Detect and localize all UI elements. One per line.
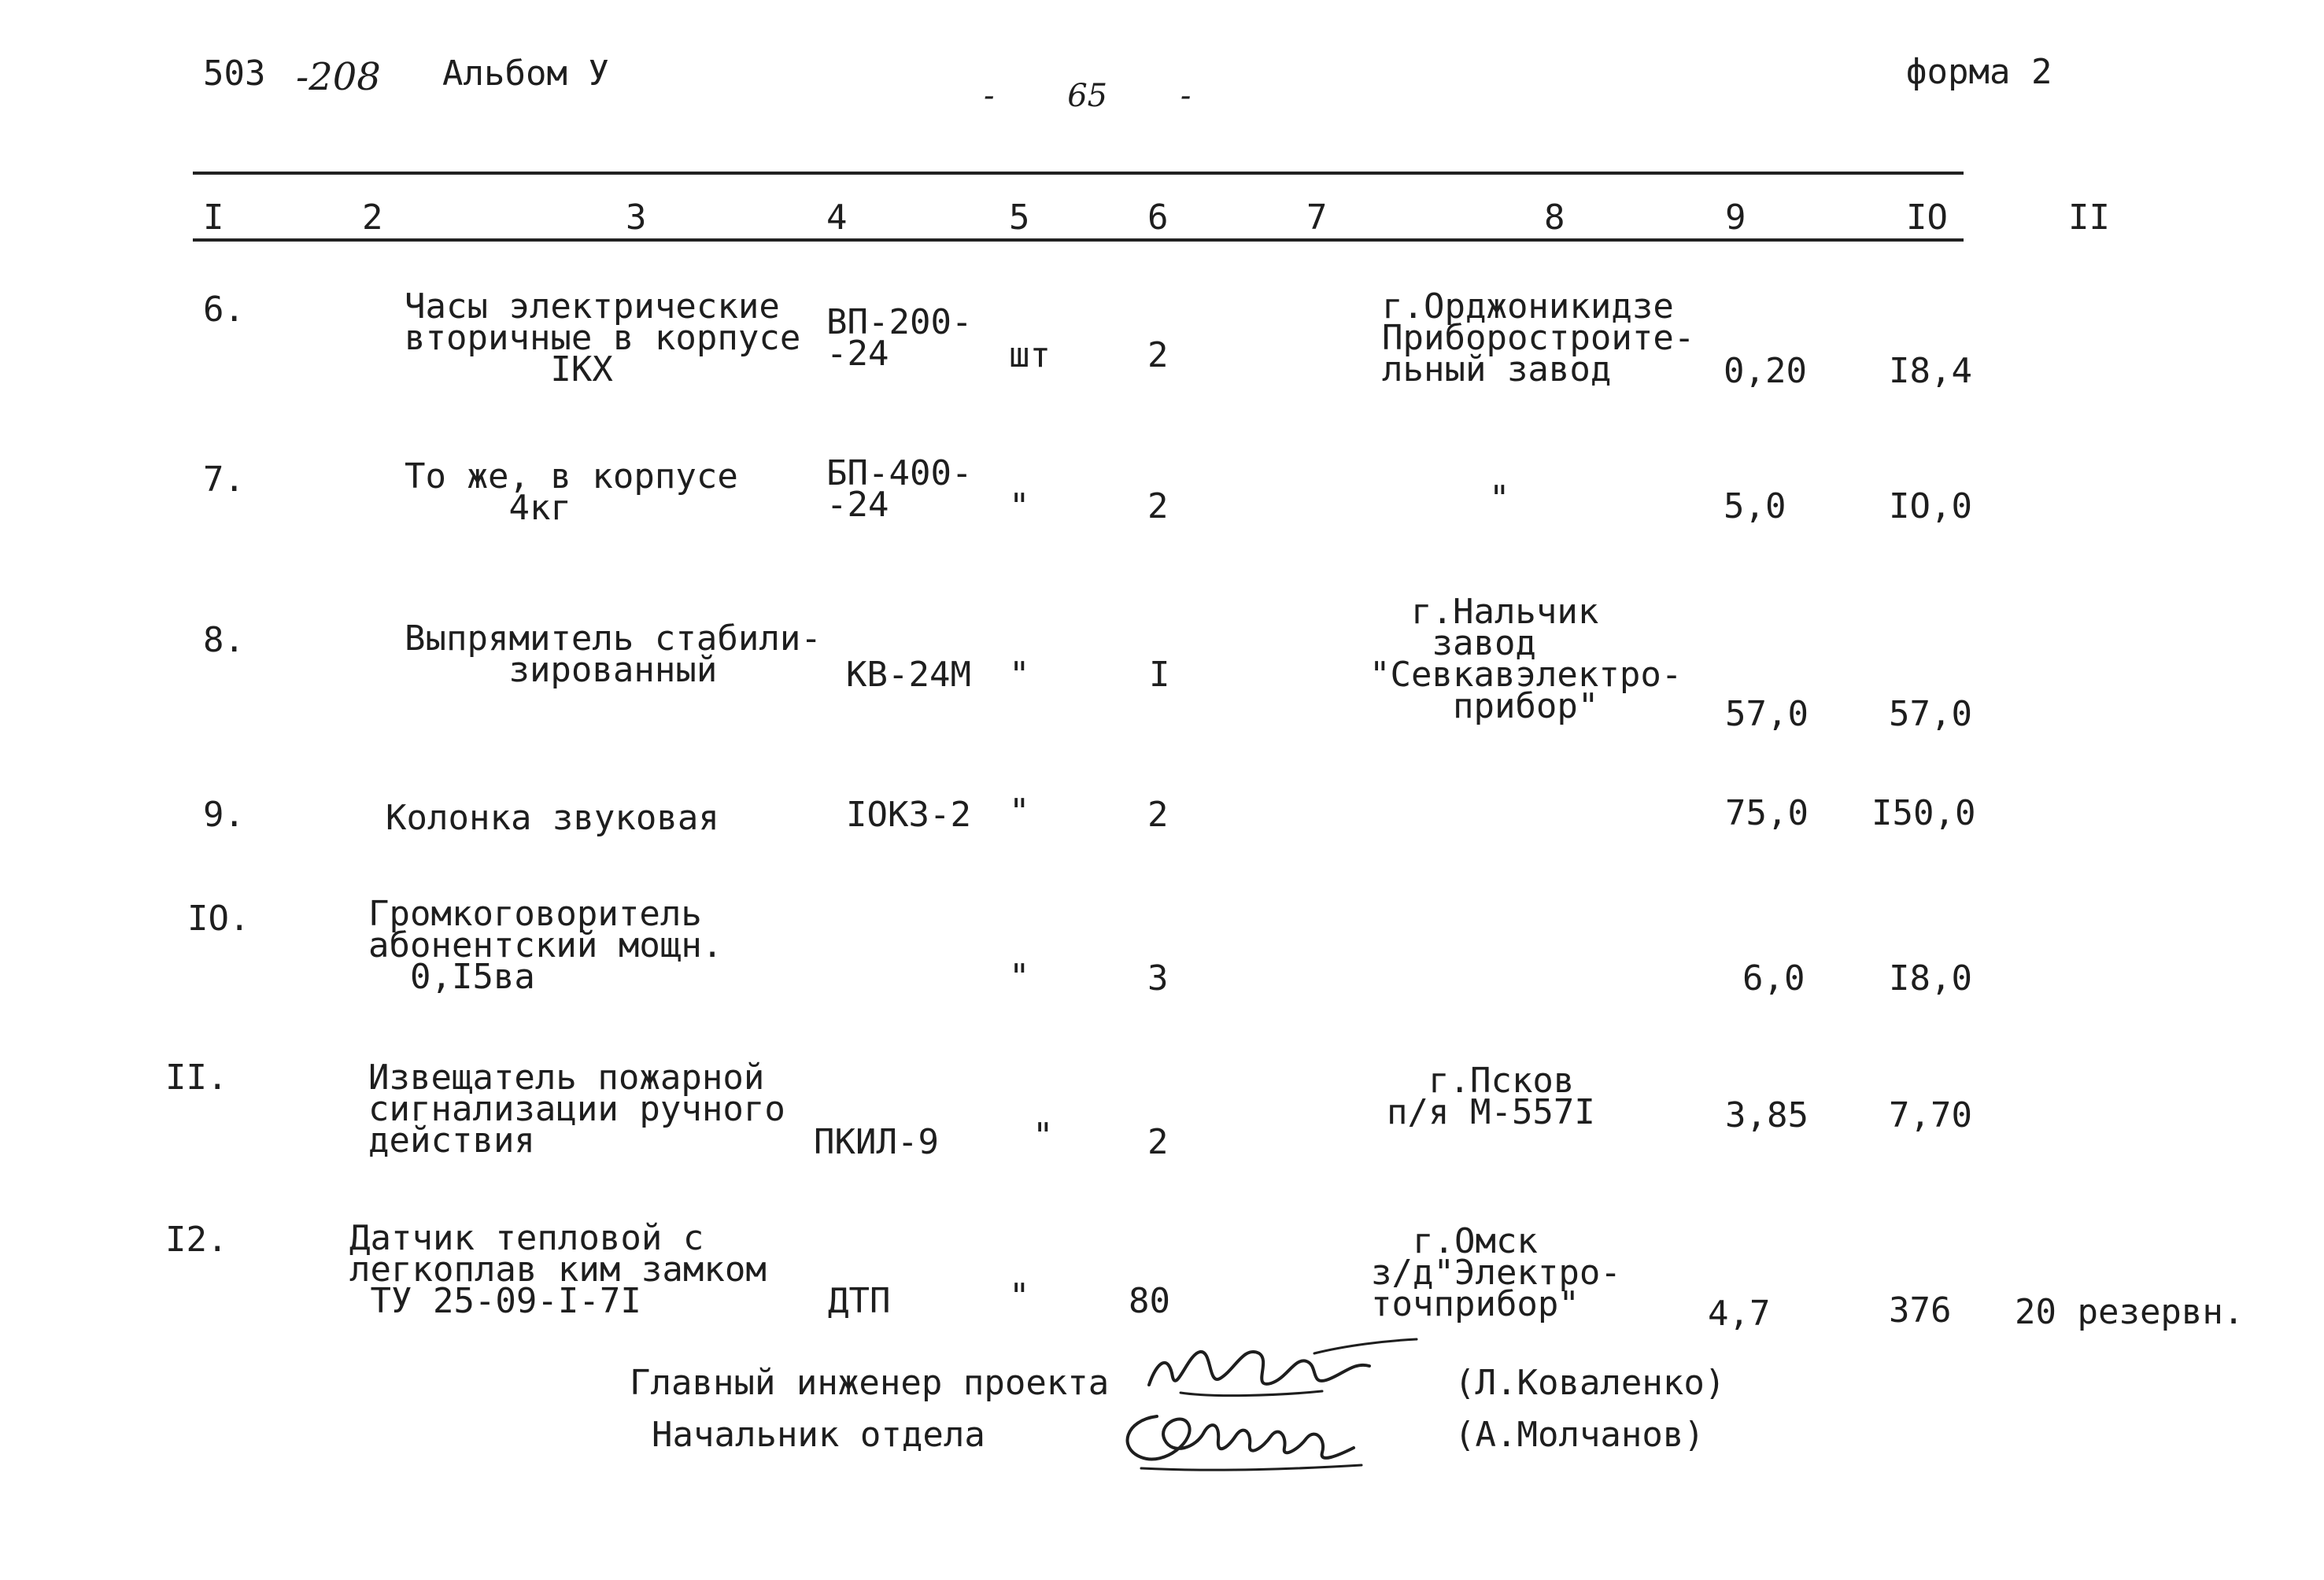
item-quantity: 2 <box>1147 486 1169 526</box>
item-unit: " <box>1009 957 1030 997</box>
column-header: 6 <box>1147 198 1169 238</box>
item-type: ВП-200- -24 <box>826 302 973 374</box>
item-type: IОКЗ-2 <box>846 795 971 835</box>
item-quantity: 2 <box>1147 335 1169 375</box>
item-unit: " <box>1009 486 1030 526</box>
item-unit: " <box>1009 1276 1030 1316</box>
item-name: Колонка звуковая <box>386 798 719 838</box>
column-header: 9 <box>1725 198 1746 238</box>
item-price: 5,0 <box>1724 486 1786 526</box>
column-header: 5 <box>1009 198 1030 238</box>
item-total: IO,0 <box>1889 486 1972 526</box>
row-number: 9. <box>203 795 245 835</box>
column-header: I <box>203 198 224 238</box>
item-type: ДТП <box>828 1281 891 1321</box>
item-type: КВ-24М <box>846 655 971 695</box>
item-total: 57,0 <box>1889 694 1972 734</box>
item-note: 20 резервн. <box>2015 1292 2245 1332</box>
item-quantity: 80 <box>1129 1281 1170 1321</box>
item-quantity: I <box>1149 655 1170 695</box>
item-total: I8,0 <box>1889 958 1972 999</box>
item-name: Извещатель пожарной сигнализации ручного действия <box>368 1058 785 1161</box>
item-total: 7,70 <box>1889 1095 1972 1135</box>
item-total: I50,0 <box>1871 793 1976 833</box>
signatory-name: (Л.Коваленко) <box>1454 1363 1726 1403</box>
item-name: Датчик тепловой с легкоплав ким замком ТУ 25-09-I-7I <box>349 1218 767 1321</box>
column-header: II <box>2068 198 2110 238</box>
column-header: 4 <box>826 198 848 238</box>
album-title: Альбом У <box>442 54 609 94</box>
item-type: ПКИЛ-9 <box>814 1122 939 1162</box>
item-quantity: 3 <box>1147 958 1169 999</box>
signatory-name: (А.Молчанов) <box>1454 1415 1705 1455</box>
item-unit: " <box>1009 792 1030 832</box>
row-number: IO. <box>187 899 250 939</box>
signature-position: Начальник отдела <box>652 1415 985 1455</box>
item-manufacturer: " <box>1489 478 1510 519</box>
item-price: 4,7 <box>1708 1294 1771 1334</box>
row-number: II. <box>165 1058 228 1098</box>
item-manufacturer: г.Нальчик завод "Севкавэлектро- прибор" <box>1369 592 1683 726</box>
column-header: 8 <box>1544 198 1565 238</box>
header-rule <box>193 238 1964 242</box>
album-number: -208 <box>296 55 381 99</box>
form-label: форма 2 <box>1906 52 2052 92</box>
signature-department-head-image <box>1110 1393 1377 1479</box>
top-rule <box>193 172 1964 175</box>
item-unit: " <box>1033 1116 1054 1156</box>
item-name: Громкоговоритель абонентский мощн. 0,I5ва <box>368 894 723 997</box>
row-number: 8. <box>203 620 245 660</box>
item-total: 376 <box>1889 1290 1952 1331</box>
item-price: 57,0 <box>1725 694 1809 734</box>
column-header: 7 <box>1306 198 1328 238</box>
item-price: 6,0 <box>1742 958 1805 999</box>
row-number: 6. <box>203 290 245 330</box>
signature-position: Главный инженер проекта <box>630 1363 1110 1403</box>
album-code: 503 <box>203 54 266 94</box>
item-name: Выпрямитель стабили- зированный <box>405 618 822 690</box>
item-manufacturer: г.Орджоникидзе Приборостроите- льный завод <box>1382 286 1695 389</box>
item-name: То же, в корпусе 4кг <box>405 456 738 528</box>
page-number: - 65 - <box>984 78 1192 114</box>
item-unit: " <box>1009 655 1030 695</box>
row-number: I2. <box>165 1220 228 1260</box>
item-quantity: 2 <box>1147 795 1169 835</box>
item-quantity: 2 <box>1147 1122 1169 1162</box>
item-unit: шт <box>1009 335 1051 375</box>
item-total: I8,4 <box>1889 351 1972 391</box>
column-header: IO <box>1906 198 1948 238</box>
item-price: 3,85 <box>1725 1095 1809 1135</box>
item-price: 0,20 <box>1724 351 1807 391</box>
item-price: 75,0 <box>1725 793 1809 833</box>
item-manufacturer: г.Псков п/я М-557I <box>1387 1061 1595 1132</box>
item-type: БП-400- -24 <box>826 453 973 525</box>
item-manufacturer: г.Омск з/д"Электро- точприбор" <box>1371 1221 1621 1324</box>
column-header: 2 <box>362 198 383 238</box>
column-header: 3 <box>626 198 647 238</box>
row-number: 7. <box>203 460 245 500</box>
item-name: Часы электрические вторичные в корпусе IКХ <box>405 286 801 389</box>
